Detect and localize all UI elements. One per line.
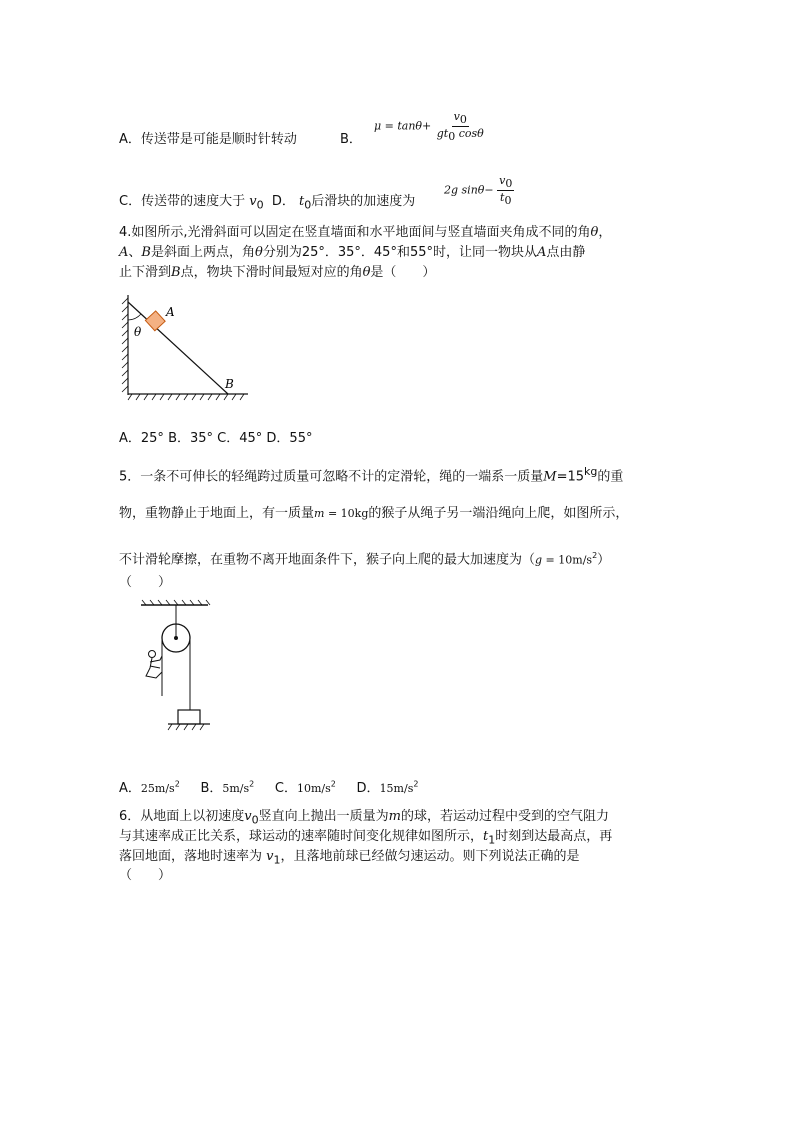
- q5-options: [119, 776, 418, 798]
- q6-stem-line-1: 6．从地面上以初速度$v_0$竖直向上抛出一质量为m的球，若运动过程中受到的空气阻力: [119, 809, 609, 827]
- q5-option-a: A．$25m/s^2$: [119, 780, 180, 797]
- q4-incline-figure: [118, 292, 253, 402]
- ground-hatching: [128, 394, 244, 400]
- q4-stem-line-2: A、B是斜面上两点，角θ分别为25°．35°．45°和55°时，让同一物块从A点由静: [119, 245, 586, 260]
- monkey-figure: [146, 651, 162, 679]
- q3-option-d-fraction: $\frac{v_0}{t_0}$: [499, 174, 513, 208]
- q5-option-d: D．$15m/s^2$: [356, 780, 419, 797]
- q6-answer-paren: （ ）: [119, 868, 172, 883]
- q4-options: A．25° B．35° C．45° D．55°: [119, 431, 313, 446]
- label-theta: θ: [134, 325, 142, 339]
- q5-stem-line-1: 5．一条不可伸长的轻绳跨过质量可忽略不计的定滑轮，绳的一端系一质量$M=15^{kg}$的重: [119, 465, 624, 485]
- incline-line: [128, 302, 228, 394]
- q4-stem-line-1: 4.如图所示,光滑斜面可以固定在竖直墙面和水平地面间与竖直墙面夹角成不同的角θ，: [119, 225, 612, 240]
- q5-option-c: C．$10m/s^2$: [274, 780, 336, 797]
- pulley-axle: [174, 636, 178, 640]
- block: [145, 311, 165, 331]
- q3-option-b-formula: μ = tanθ+ $\frac{v_0}{gt_0 \cos\theta}$: [374, 110, 484, 144]
- q3-option-b-fraction: $\frac{v_0}{gt_0 \cos\theta}$: [436, 110, 484, 144]
- q3-option-c-d: C．传送带的速度大于 $v_0$ D． $t_0$后滑块的加速度为: [119, 194, 416, 212]
- angle-arc: [128, 314, 141, 320]
- q5-pulley-figure: [138, 600, 213, 735]
- wall-hatching: [122, 298, 128, 392]
- q6-stem-line-3: 落回地面，落地时速率为 $v_1$，且落地前球已经做匀速运动。则下列说法正确的是: [119, 849, 580, 867]
- q3-option-b-label: B．: [340, 132, 362, 147]
- q5-answer-paren: （ ）: [119, 575, 172, 590]
- q3-option-a-text: A．传送带是可能是顺时针转动: [119, 132, 297, 147]
- q3-option-d-formula: 2g sinθ− $\frac{v_0}{t_0}$: [444, 174, 513, 208]
- label-a: A: [166, 305, 175, 319]
- q4-stem-line-3: 止下滑到B点，物块下滑时间最短对应的角θ是（ ）: [119, 265, 436, 280]
- label-b: B: [225, 377, 234, 391]
- q3-option-a: [119, 131, 297, 149]
- q5-option-b: B．$5m/s^2$: [200, 780, 255, 797]
- q6-stem-line-2: 与其速率成正比关系，球运动的速率随时间变化规律如图所示，$t_1$时刻到达最高点，再: [119, 829, 613, 847]
- ground-hatching: [168, 724, 204, 730]
- q5-stem-line-2: 物，重物静止于地面上，有一质量m = 10kg的猴子从绳子另一端沿绳向上爬，如图所示，: [119, 506, 629, 521]
- q5-stem-line-3: 不计滑轮摩擦，在重物不离开地面条件下，猴子向上爬的最大加速度为$(g = 10m/s^2)$: [119, 551, 611, 568]
- weight-block: [178, 710, 200, 724]
